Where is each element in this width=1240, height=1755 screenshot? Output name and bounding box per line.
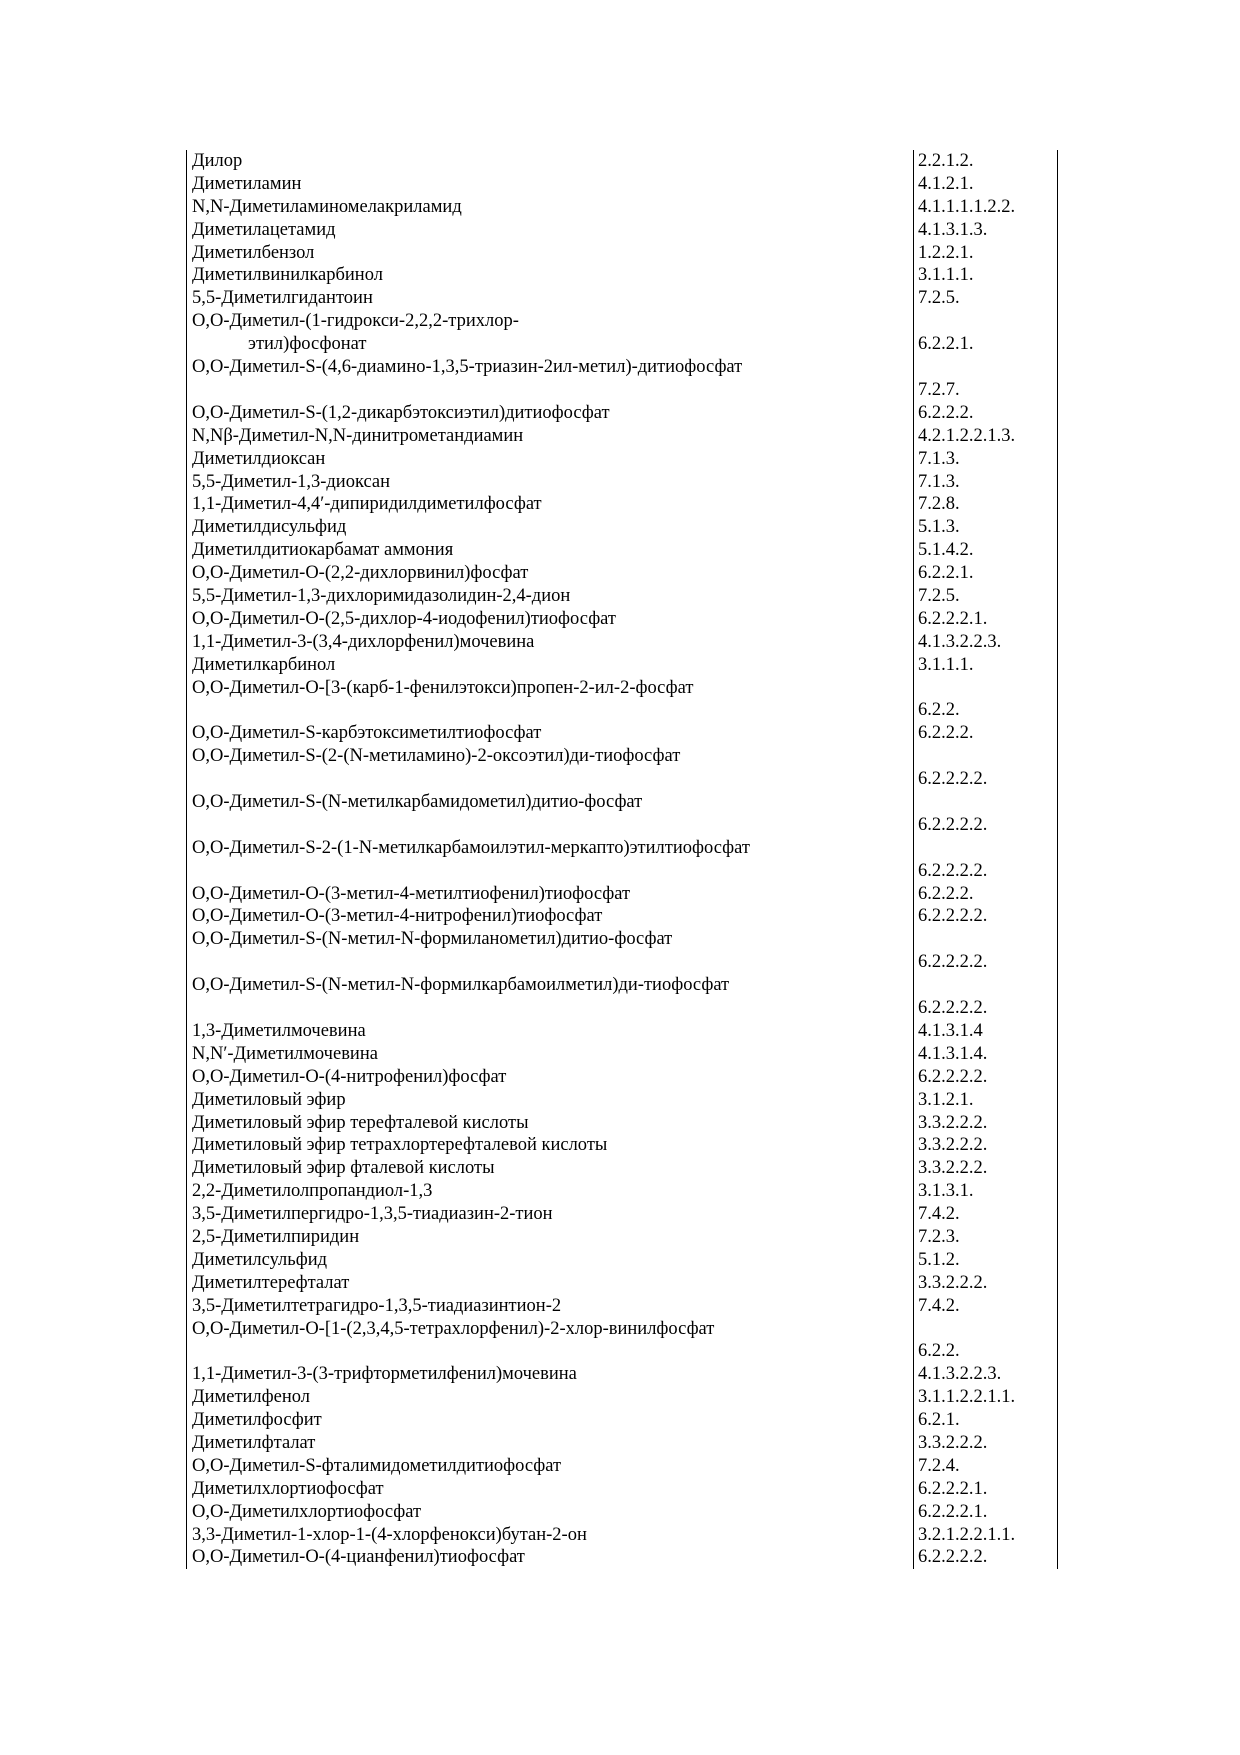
- section-code: 6.2.2.2.: [918, 723, 974, 744]
- compound-name: О,О-Диметил-О-(2,5-дихлор-4-иодофенил)тиофосфат: [192, 608, 617, 629]
- table-row: [187, 608, 1057, 631]
- compound-name: О,О-Диметил-О-(2,2-дихлорвинил)фосфат: [192, 563, 529, 584]
- section-code: 6.2.2.: [918, 700, 960, 721]
- section-code: 7.4.2.: [918, 1204, 960, 1225]
- section-code: 7.1.3.: [918, 471, 960, 492]
- table-row: [187, 1043, 1057, 1066]
- compound-name: 5,5-Диметилгидантоин: [192, 288, 373, 309]
- compound-name: О,О-Диметилхлортиофосфат: [192, 1501, 422, 1522]
- section-code: 3.3.2.2.2.: [918, 1135, 988, 1156]
- table-row: [187, 1546, 1057, 1569]
- section-code: 6.2.2.2.: [918, 402, 974, 423]
- compound-name: 5,5-Диметил-1,3-диоксан: [192, 471, 391, 492]
- table-row: [187, 1524, 1057, 1547]
- section-code: 6.2.1.: [918, 1410, 960, 1431]
- compound-name: 3,5-Диметилпергидро-1,3,5-тиадиазин-2-тион: [192, 1204, 553, 1225]
- section-code: 3.2.1.2.2.1.1.: [918, 1524, 1016, 1545]
- compound-name: О,О-Диметил-S-(4,6-диамино-1,3,5-триазин-2ил-метил)-дитиофосфат: [192, 357, 743, 378]
- compound-name: 2,2-Диметилолпропандиол-1,3: [192, 1181, 433, 1202]
- compound-name: Диметилдисульфид: [192, 517, 347, 538]
- table-row: [187, 264, 1057, 287]
- compound-name: Диметилацетамид: [192, 219, 336, 240]
- section-code: 7.2.5.: [918, 585, 960, 606]
- section-code: 6.2.2.1.: [918, 334, 974, 355]
- table-row: [187, 150, 1057, 173]
- table-row: [187, 173, 1057, 196]
- table-row: [187, 562, 1057, 585]
- section-code: 7.2.7.: [918, 379, 960, 400]
- table-row: [187, 1318, 1057, 1364]
- table-row: [187, 1066, 1057, 1089]
- compound-name: 1,1-Диметил-3-(3-трифторметилфенил)мочевина: [192, 1364, 577, 1385]
- section-code: 6.2.2.2.1.: [918, 1501, 988, 1522]
- table-row: [187, 837, 1057, 883]
- compound-name: О,О-Диметил-S-2-(1-N-метилкарбамоилэтил-меркапто)этилтиофосфат: [192, 837, 750, 858]
- table-row: [187, 1409, 1057, 1432]
- section-code: 3.1.3.1.: [918, 1181, 974, 1202]
- section-code: 6.2.2.2.2.: [918, 1066, 988, 1087]
- table-row: [187, 425, 1057, 448]
- table-row: [187, 1386, 1057, 1409]
- table-row: [187, 722, 1057, 745]
- compound-name: Диметилфенол: [192, 1387, 310, 1408]
- table-row: [187, 356, 1057, 402]
- section-code: 6.2.2.2.2.: [918, 814, 988, 835]
- table-row: [187, 1478, 1057, 1501]
- section-code: 3.3.2.2.2.: [918, 1272, 988, 1293]
- section-code: 6.2.2.1.: [918, 563, 974, 584]
- section-code: 6.2.2.2.2.: [918, 769, 988, 790]
- table-row: [187, 219, 1057, 242]
- compound-name: 2,5-Диметилпиридин: [192, 1226, 360, 1247]
- table-row: [187, 1180, 1057, 1203]
- section-code: 4.1.3.1.3.: [918, 219, 988, 240]
- compound-name: О,О-Диметил-О-[3-(карб-1-фенилэтокси)пропен-2-ил-2-фосфат: [192, 677, 694, 698]
- compound-name: О,О-Диметил-О-[1-(2,3,4,5-тетрахлорфенил)-2-хлор-винилфосфат: [192, 1318, 715, 1339]
- section-code: 3.1.1.2.2.1.1.: [918, 1387, 1016, 1408]
- table-row: [187, 745, 1057, 791]
- section-code: 3.3.2.2.2.: [918, 1433, 988, 1454]
- compound-name: Диметилфталат: [192, 1433, 316, 1454]
- table-row: [187, 1226, 1057, 1249]
- section-code: 7.1.3.: [918, 448, 960, 469]
- compound-name: 5,5-Диметил-1,3-дихлоримидазолидин-2,4-дион: [192, 585, 571, 606]
- index-table: [186, 150, 1058, 1569]
- compound-name: 1,1-Диметил-3-(3,4-дихлорфенил)мочевина: [192, 631, 535, 652]
- compound-name: Диметилтерефталат: [192, 1272, 350, 1293]
- compound-name: Диметилвинилкарбинол: [192, 265, 383, 286]
- table-row: [187, 1455, 1057, 1478]
- section-code: 6.2.2.2.1.: [918, 1478, 988, 1499]
- table-row: [187, 539, 1057, 562]
- compound-name: Диметилхлортиофосфат: [192, 1478, 384, 1499]
- section-code: 6.2.2.: [918, 1341, 960, 1362]
- compound-name: О,О-Диметил-S-(2-(N-метиламино)-2-оксоэтил)ди-тиофосфат: [192, 746, 681, 767]
- section-code: 7.2.3.: [918, 1226, 960, 1247]
- compound-name: О,О-Диметил-О-(3-метил-4-метилтиофенил)тиофосфат: [192, 883, 631, 904]
- section-code: 5.1.3.: [918, 517, 960, 538]
- section-code: 3.1.1.1.: [918, 265, 974, 286]
- table-row: [187, 1295, 1057, 1318]
- compound-name: Диметилсульфид: [192, 1249, 328, 1270]
- compound-name: О,О-Диметил-О-(4-нитрофенил)фосфат: [192, 1066, 507, 1087]
- table-row: [187, 974, 1057, 1020]
- section-code: 5.1.2.: [918, 1249, 960, 1270]
- table-row: [187, 1501, 1057, 1524]
- section-code: 7.2.8.: [918, 494, 960, 515]
- section-code: 3.1.2.1.: [918, 1089, 974, 1110]
- section-code: 1.2.2.1.: [918, 242, 974, 263]
- section-code: 7.2.5.: [918, 288, 960, 309]
- section-code: 4.1.3.1.4.: [918, 1043, 988, 1064]
- compound-name: Диметиловый эфир: [192, 1089, 346, 1110]
- compound-name: Диметилфосфит: [192, 1410, 322, 1431]
- compound-name: Диметиловый эфир тетрахлортерефталевой кислоты: [192, 1135, 608, 1156]
- section-code: 3.3.2.2.2.: [918, 1158, 988, 1179]
- section-code: 6.2.2.2.2.: [918, 906, 988, 927]
- compound-name: О,О-Диметил-S-(N-метил-N-формиланометил)дитио-фосфат: [192, 929, 673, 950]
- section-code: 4.1.3.1.4: [918, 1020, 983, 1041]
- compound-name: 3,3-Диметил-1-хлор-1-(4-хлорфенокси)бутан-2-он: [192, 1524, 587, 1545]
- table-row: [187, 677, 1057, 723]
- compound-name: N,Nβ-Диметил-N,N-динитрометандиамин: [192, 425, 524, 446]
- table-row: [187, 631, 1057, 654]
- compound-name: Диметиловый эфир фталевой кислоты: [192, 1158, 495, 1179]
- section-code: 7.4.2.: [918, 1295, 960, 1316]
- compound-name: О,О-Диметил-S-(N-метилкарбамидометил)дитио-фосфат: [192, 792, 643, 812]
- table-row: [187, 402, 1057, 425]
- table-row: [187, 516, 1057, 539]
- table-row: [187, 1112, 1057, 1135]
- section-code: 4.1.3.2.2.3.: [918, 1364, 1002, 1385]
- table-row: [187, 905, 1057, 928]
- compound-name: Диметилбензол: [192, 242, 315, 263]
- section-code: 2.2.1.2.: [918, 151, 974, 171]
- compound-name: Диметилдитиокарбамат аммония: [192, 540, 454, 561]
- compound-name: О,О-Диметил-S-фталимидометилдитиофосфат: [192, 1455, 562, 1476]
- table-row: [187, 1203, 1057, 1226]
- section-code: 7.2.4.: [918, 1455, 960, 1476]
- compound-name: О,О-Диметил-О-(3-метил-4-нитрофенил)тиофосфат: [192, 906, 603, 927]
- table-row: [187, 493, 1057, 516]
- section-code: 5.1.4.2.: [918, 540, 974, 561]
- compound-name: Диметилдиоксан: [192, 448, 326, 469]
- table-row: [187, 1363, 1057, 1386]
- section-code: 6.2.2.2.1.: [918, 608, 988, 629]
- table-row: [187, 1157, 1057, 1180]
- table-row: [187, 1020, 1057, 1043]
- table-row: [187, 196, 1057, 219]
- table-row: [187, 1432, 1057, 1455]
- compound-name: Диметиловый эфир терефталевой кислоты: [192, 1112, 529, 1133]
- section-code: 6.2.2.2.2.: [918, 1547, 988, 1568]
- compound-name-line2: этил)фосфонат: [248, 334, 367, 355]
- table-row: [187, 471, 1057, 494]
- section-code: 4.1.1.1.1.2.2.: [918, 196, 1016, 217]
- table-row: [187, 1249, 1057, 1272]
- compound-name: О,О-Диметил-О-(4-цианфенил)тиофосфат: [192, 1547, 525, 1568]
- table-row: [187, 654, 1057, 677]
- section-code: 6.2.2.2.2.: [918, 860, 988, 881]
- section-code: 6.2.2.2.2.: [918, 952, 988, 973]
- compound-name: N,N-Диметиламиномелакриламид: [192, 196, 462, 217]
- compound-name: О,О-Диметил-S-(N-метил-N-формилкарбамоилметил)ди-тиофосфат: [192, 975, 730, 996]
- compound-name: Дилор: [192, 151, 243, 171]
- section-code: 4.1.2.1.: [918, 173, 974, 194]
- compound-name: Диметилкарбинол: [192, 654, 336, 675]
- table-row: [187, 1134, 1057, 1157]
- section-code: 4.1.3.2.2.3.: [918, 631, 1002, 652]
- compound-name: [192, 310, 907, 356]
- section-code: 3.3.2.2.2.: [918, 1112, 988, 1133]
- table-row: [187, 242, 1057, 265]
- section-code: 6.2.2.2.: [918, 883, 974, 904]
- compound-name: О,О-Диметил-S-(1,2-дикарбэтоксиэтил)дитиофосфат: [192, 402, 610, 423]
- compound-name: О,О-Диметил-S-карбэтоксиметилтиофосфат: [192, 723, 542, 744]
- table-row: [187, 448, 1057, 471]
- table-row: [187, 928, 1057, 974]
- compound-name: 3,5-Диметилтетрагидро-1,3,5-тиадиазинтион-2: [192, 1295, 562, 1316]
- table-row: [187, 1089, 1057, 1112]
- table-row: [187, 1272, 1057, 1295]
- section-code: 6.2.2.2.2.: [918, 998, 988, 1019]
- section-code: 4.2.1.2.2.1.3.: [918, 425, 1016, 446]
- compound-name: 1,3-Диметилмочевина: [192, 1020, 366, 1041]
- table-row: [187, 791, 1057, 837]
- compound-name: N,N′-Диметилмочевина: [192, 1043, 378, 1064]
- table-row: [187, 585, 1057, 608]
- compound-name: Диметиламин: [192, 173, 302, 194]
- table-row: [187, 883, 1057, 906]
- compound-name-line1: О,О-Диметил-(1-гидрокси-2,2,2-трихлор-: [192, 311, 519, 332]
- compound-name: 1,1-Диметил-4,4′-дипиридилдиметилфосфат: [192, 494, 542, 515]
- table-row: [187, 287, 1057, 310]
- section-code: 3.1.1.1.: [918, 654, 974, 675]
- table-row: [187, 310, 1057, 356]
